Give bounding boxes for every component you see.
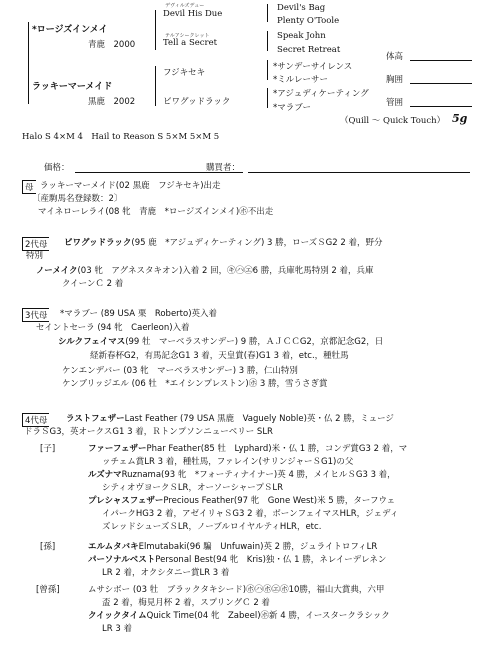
gen4-head-cont: ドラＳG3，英オークスG1 3 着，Ｒトンプソンニューベリー SLR	[24, 427, 273, 437]
g4-c3-rest: Precious Feather(97 牝 Gone West)米 5 勝，ターフウェ	[163, 496, 396, 506]
sire-dam-ruby: テルアシークレット	[165, 33, 210, 39]
gen2-head-rest: (95 鹿 *アジュディケーティング) 3 勝，ローズＳG2 2 着，野分	[131, 238, 383, 248]
sire-sire-ruby: デヴィルズデュー	[165, 3, 205, 9]
gen2-line-2: クイーンＣ 2 着	[62, 279, 124, 289]
gen2-line-1-name: ノーメイク	[36, 266, 78, 276]
dam-line-2: 〔産駒馬名登録数：2〕	[32, 194, 123, 204]
dam-info: 黒鹿 2002	[88, 97, 136, 107]
g4-c1-rest: Phar Feather(85 牡 Lyphard)米・仏 1 勝，コンデ賞G3 2 着，マ	[146, 444, 408, 454]
dam-sire-name: フジキセキ	[163, 68, 206, 78]
gen3-4: Secret Retreat	[277, 45, 341, 55]
gen2-head-name: ビワグッドラック	[64, 238, 132, 248]
g4-gg2-cont: LR 3 着	[102, 624, 132, 634]
g4-c3-cont2: ズレッドシューズＳLR，ノーブルロイヤルティHLR，etc.	[102, 522, 322, 532]
girth-line	[410, 83, 472, 84]
g4-c1-name: ファーフェザー	[88, 444, 147, 454]
gen4-section-label: 4代母	[22, 413, 49, 427]
gen3-section-label: 3代母	[22, 308, 49, 322]
bracket-sire	[155, 10, 156, 50]
buyer-label: 購買者：	[206, 163, 241, 173]
dosage-code: 5g	[452, 112, 468, 125]
gen3-7: *アジュディケーティング	[273, 89, 369, 99]
g4-g1-name: エルムタバキ	[88, 542, 139, 552]
height-label: 体高	[386, 52, 404, 62]
g4-c2-name: ルズナマ	[88, 470, 122, 480]
cannon-line	[410, 106, 472, 107]
gen3-line-1: セイントセーラ (94 牝 Caerleon)入着	[36, 323, 190, 333]
gen3-line-4: ケンエンデバー (03 牝 マーベラスサンデー) 3 勝，仁山特別	[62, 366, 298, 376]
cannon-label: 管囲	[386, 98, 404, 108]
buyer-line	[248, 172, 470, 173]
sire-sire-name: Devil His Due	[163, 9, 223, 19]
gen3-line-2-rest: (99 牡 マーベラスサンデー) 9 勝，ＡＪＣＣG2，京都記念G2，日	[125, 337, 384, 347]
dosage-note: （Quill 〜 Quick Touch）	[340, 116, 446, 126]
gen2-section-label: 2代母	[22, 237, 49, 251]
sire-info: 青鹿 2000	[88, 40, 136, 50]
g4-gg1-cont: 盃 2 着，梅見月杯 2 着，スプリングＣ 2 着	[102, 598, 270, 608]
gen3-head: *マラブー (89 USA 栗 Roberto)英入着	[60, 309, 218, 319]
sire-dam-name: Tell a Secret	[163, 38, 218, 48]
gen4-group-tag-1: [子]	[40, 444, 56, 454]
gen2-line-1-rest: (03 牝 アグネスタキオン)入着 2 回，㋖㋩㋓6 勝，兵庫牝馬特別 2 着，兵庫	[77, 266, 374, 276]
dam-dam-name: ビワグッドラック	[163, 97, 231, 107]
gen4-head-rest: Last Feather (79 USA 黒鹿 Vaguely Noble)英・仏 2 勝，ミュージ	[124, 414, 394, 424]
gen3-2: Plenty O'Toole	[277, 16, 340, 26]
girth-label: 胸囲	[386, 75, 404, 85]
g4-g2-name: パーソナルベスト	[88, 555, 156, 565]
g4-c3-name: プレシャスフェザー	[88, 496, 164, 506]
gen3-line-5: ケンブリッジエル (06 牡 *エイシンプレストン)㋭ 3 勝，雪うさぎ賞	[62, 379, 328, 389]
gen3-8: *マラブー	[273, 103, 311, 113]
height-line	[410, 60, 472, 61]
gen4-head-name: ラストフェザー	[66, 414, 125, 424]
bracket-g3	[267, 60, 268, 80]
gen3-3: Speak John	[277, 31, 326, 41]
gen4-group-tag-3: [曾孫]	[36, 585, 60, 595]
sire-name: *ロージズインメイ	[32, 25, 108, 35]
g4-gg2-rest: Quick Time(04 牝 Zabeel)㋭新 4 勝，イースタークラシック	[146, 611, 390, 621]
g4-g1-rest: Elmutabaki(96 騙 Unfuwain)英 2 勝，ジュライトロフィLR	[138, 542, 378, 552]
gen3-line-2-name: シルクフェイマス	[58, 337, 126, 347]
gen3-6: *ミルレーサー	[273, 75, 329, 85]
g4-c2-rest: Ruznama(93 牝 *フォーティナイナー)英 4 勝，メイヒルＳG3 3 着，	[121, 470, 396, 480]
bracket-g1	[267, 4, 268, 22]
inbreeding: Halo S 4×M 4 Hail to Reason S 5×M 5×M 5	[22, 132, 220, 142]
dam-section-label: 母	[22, 180, 36, 194]
g4-c1-cont: ッチェム賞LR 3 着，種牡馬，ファレイン(サリンジャーＳG1)の父	[102, 457, 354, 467]
dam-name: ラッキーマーメイド	[32, 82, 113, 92]
price-label: 価格：	[44, 163, 70, 173]
dam-line-1: ラッキーマーメイド(02 黒鹿 フジキセキ)出走	[40, 181, 221, 191]
g4-c2-cont: シティオヴヨークＳLR，オーソーシャープＳLR	[102, 483, 284, 493]
g4-c3-cont1: イパークHG3 2 着，アゼイリャＳG3 2 着，ボーンフェイマスHLR，ジェディ	[102, 509, 399, 519]
gen2-head-cont: 特別	[26, 251, 44, 261]
gen3-5: *サンデーサイレンス	[273, 62, 353, 72]
gen4-group-tag-2: [孫]	[40, 542, 56, 552]
g4-g2-cont: LR 2 着，オクシタニー賞LR 3 着	[102, 568, 230, 578]
bracket-dam	[155, 66, 156, 106]
gen3-1: Devil's Bag	[277, 3, 326, 13]
bracket-g4	[267, 88, 268, 108]
bracket-main	[28, 22, 29, 104]
dam-line-3: マイネローレライ(08 牝 青鹿 *ロージズインメイ)㋭不出走	[38, 207, 274, 217]
gen3-line-3: 経新春杯G2，有馬記念G1 3 着，天皇賞(春)G1 3 着，etc.，種牡馬	[90, 351, 349, 361]
g4-gg2-name: クイックタイム	[88, 611, 147, 621]
bracket-g2	[267, 31, 268, 51]
g4-gg1-plain: ムサシボー (03 牡 ブラックタキシード)㋭㋩㋭㋓㋭10勝，福山大賞典，六甲	[88, 585, 385, 595]
g4-g2-rest: Personal Best(94 牝 Kris)独・仏 1 勝，ネレイーデレネン	[155, 555, 387, 565]
